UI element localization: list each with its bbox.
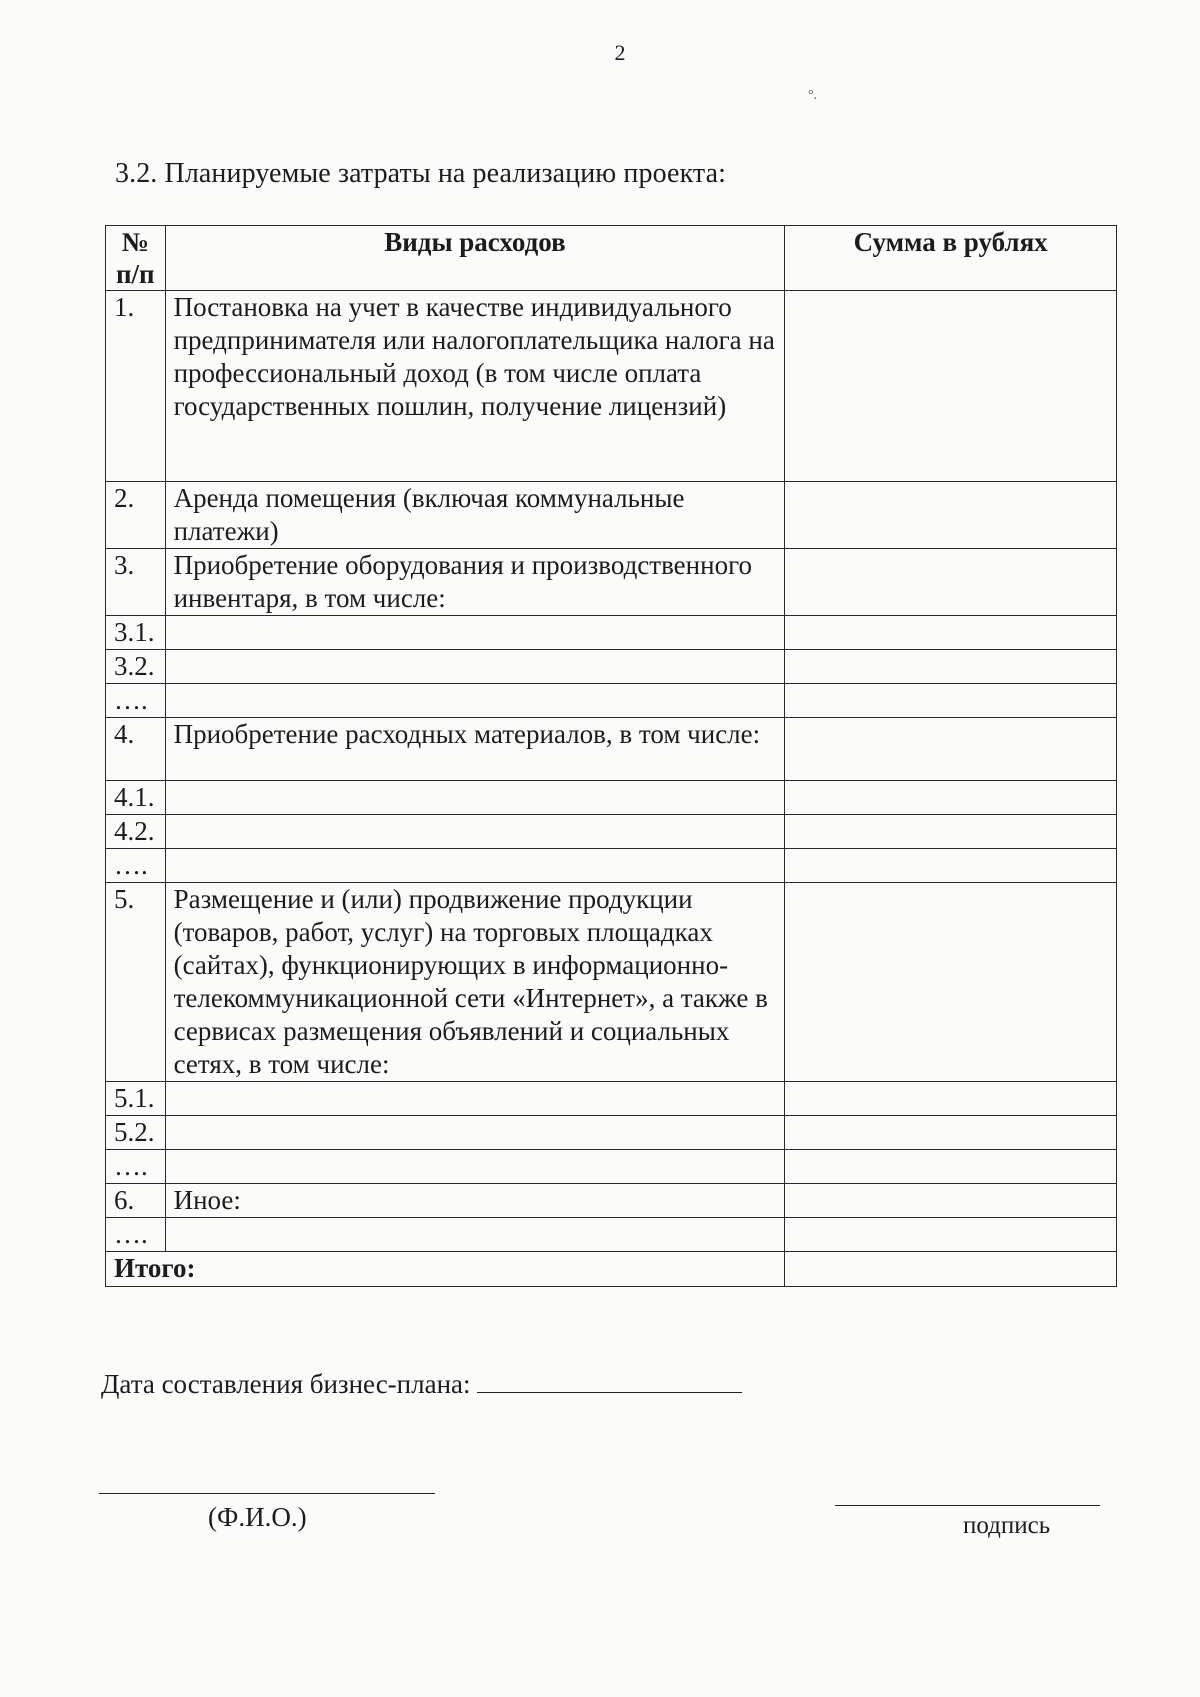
page-number: 2 — [614, 40, 626, 65]
total-label: Итого: — [106, 1252, 785, 1287]
row-expense-type — [165, 1218, 785, 1252]
row-num: 1. — [106, 291, 166, 482]
header-num: № п/п — [106, 226, 166, 291]
table-row — [106, 815, 1117, 849]
table-row — [106, 718, 1117, 781]
table-row — [106, 883, 1117, 1082]
row-expense-type — [165, 781, 785, 815]
row-num: 5. — [106, 883, 166, 1082]
row-sum — [785, 1184, 1117, 1218]
row-expense-type — [165, 1082, 785, 1116]
row-sum — [785, 549, 1117, 616]
row-sum — [785, 1082, 1117, 1116]
row-num: 4. — [106, 718, 166, 781]
row-sum — [785, 1218, 1117, 1252]
signature-label: подпись — [963, 1512, 1051, 1539]
table-row — [106, 549, 1117, 616]
row-expense-type: Размещение и (или) продвижение продукции (товаров, работ, услуг) на торговых площадках (сайтах), функционирующих в информационно-телекоммуникационной сети «Интернет», а также в сервисах размещения объявлений и социальных сетях, в том числе: — [165, 883, 785, 1082]
row-sum — [785, 482, 1117, 549]
row-sum — [785, 815, 1117, 849]
section-title: 3.2. Планируемые затраты на реализацию проекта: — [115, 158, 726, 189]
row-sum — [785, 650, 1117, 684]
row-sum — [785, 718, 1117, 781]
row-sum — [785, 684, 1117, 718]
header-sum: Сумма в рублях — [785, 226, 1117, 291]
row-num: 3. — [106, 549, 166, 616]
date-blank-line[interactable] — [477, 1368, 742, 1393]
table-row — [106, 291, 1117, 482]
row-sum — [785, 781, 1117, 815]
row-expense-type — [165, 1150, 785, 1184]
fio-blank-line[interactable] — [99, 1493, 435, 1494]
row-sum — [785, 1116, 1117, 1150]
table-row — [106, 1116, 1117, 1150]
date-field — [101, 1368, 742, 1400]
table-row — [106, 684, 1117, 718]
row-expense-type — [165, 849, 785, 883]
row-expense-type — [165, 684, 785, 718]
row-num: 5.1. — [106, 1082, 166, 1116]
row-sum — [785, 849, 1117, 883]
row-expense-type: Аренда помещения (включая коммунальные платежи) — [165, 482, 785, 549]
row-num: 3.2. — [106, 650, 166, 684]
row-sum — [785, 883, 1117, 1082]
table-row — [106, 1218, 1117, 1252]
signature-blank-line[interactable] — [835, 1505, 1100, 1506]
row-num: 6. — [106, 1184, 166, 1218]
total-value — [785, 1252, 1117, 1287]
total-row — [106, 1252, 1117, 1287]
table-row — [106, 1082, 1117, 1116]
table-row — [106, 616, 1117, 650]
scan-speck: °. — [808, 88, 818, 103]
row-num: 2. — [106, 482, 166, 549]
row-expense-type: Постановка на учет в качестве индивидуального предпринимателя или налогоплательщика налога на профессиональный доход (в том числе оплата государственных пошлин, получение лицензий) — [165, 291, 785, 482]
row-num: …. — [106, 1150, 166, 1184]
row-sum — [785, 1150, 1117, 1184]
row-expense-type — [165, 815, 785, 849]
row-expense-type — [165, 650, 785, 684]
fio-label: (Ф.И.О.) — [208, 1502, 307, 1532]
row-num: 5.2. — [106, 1116, 166, 1150]
row-num: 3.1. — [106, 616, 166, 650]
table-row — [106, 650, 1117, 684]
row-expense-type — [165, 616, 785, 650]
row-num: …. — [106, 1218, 166, 1252]
row-num: 4.2. — [106, 815, 166, 849]
row-num: …. — [106, 849, 166, 883]
table-row — [106, 1150, 1117, 1184]
row-expense-type: Приобретение оборудования и производственного инвентаря, в том числе: — [165, 549, 785, 616]
header-expense-type: Виды расходов — [165, 226, 785, 291]
table-row — [106, 849, 1117, 883]
row-num: …. — [106, 684, 166, 718]
row-expense-type — [165, 1116, 785, 1150]
row-sum — [785, 291, 1117, 482]
row-expense-type: Иное: — [165, 1184, 785, 1218]
table-row — [106, 482, 1117, 549]
table-header-row — [106, 226, 1117, 291]
table-row — [106, 1184, 1117, 1218]
row-expense-type: Приобретение расходных материалов, в том числе: — [165, 718, 785, 781]
costs-table — [105, 225, 1117, 1287]
table-row — [106, 781, 1117, 815]
row-num: 4.1. — [106, 781, 166, 815]
date-label: Дата составления бизнес-плана: — [101, 1369, 471, 1399]
row-sum — [785, 616, 1117, 650]
